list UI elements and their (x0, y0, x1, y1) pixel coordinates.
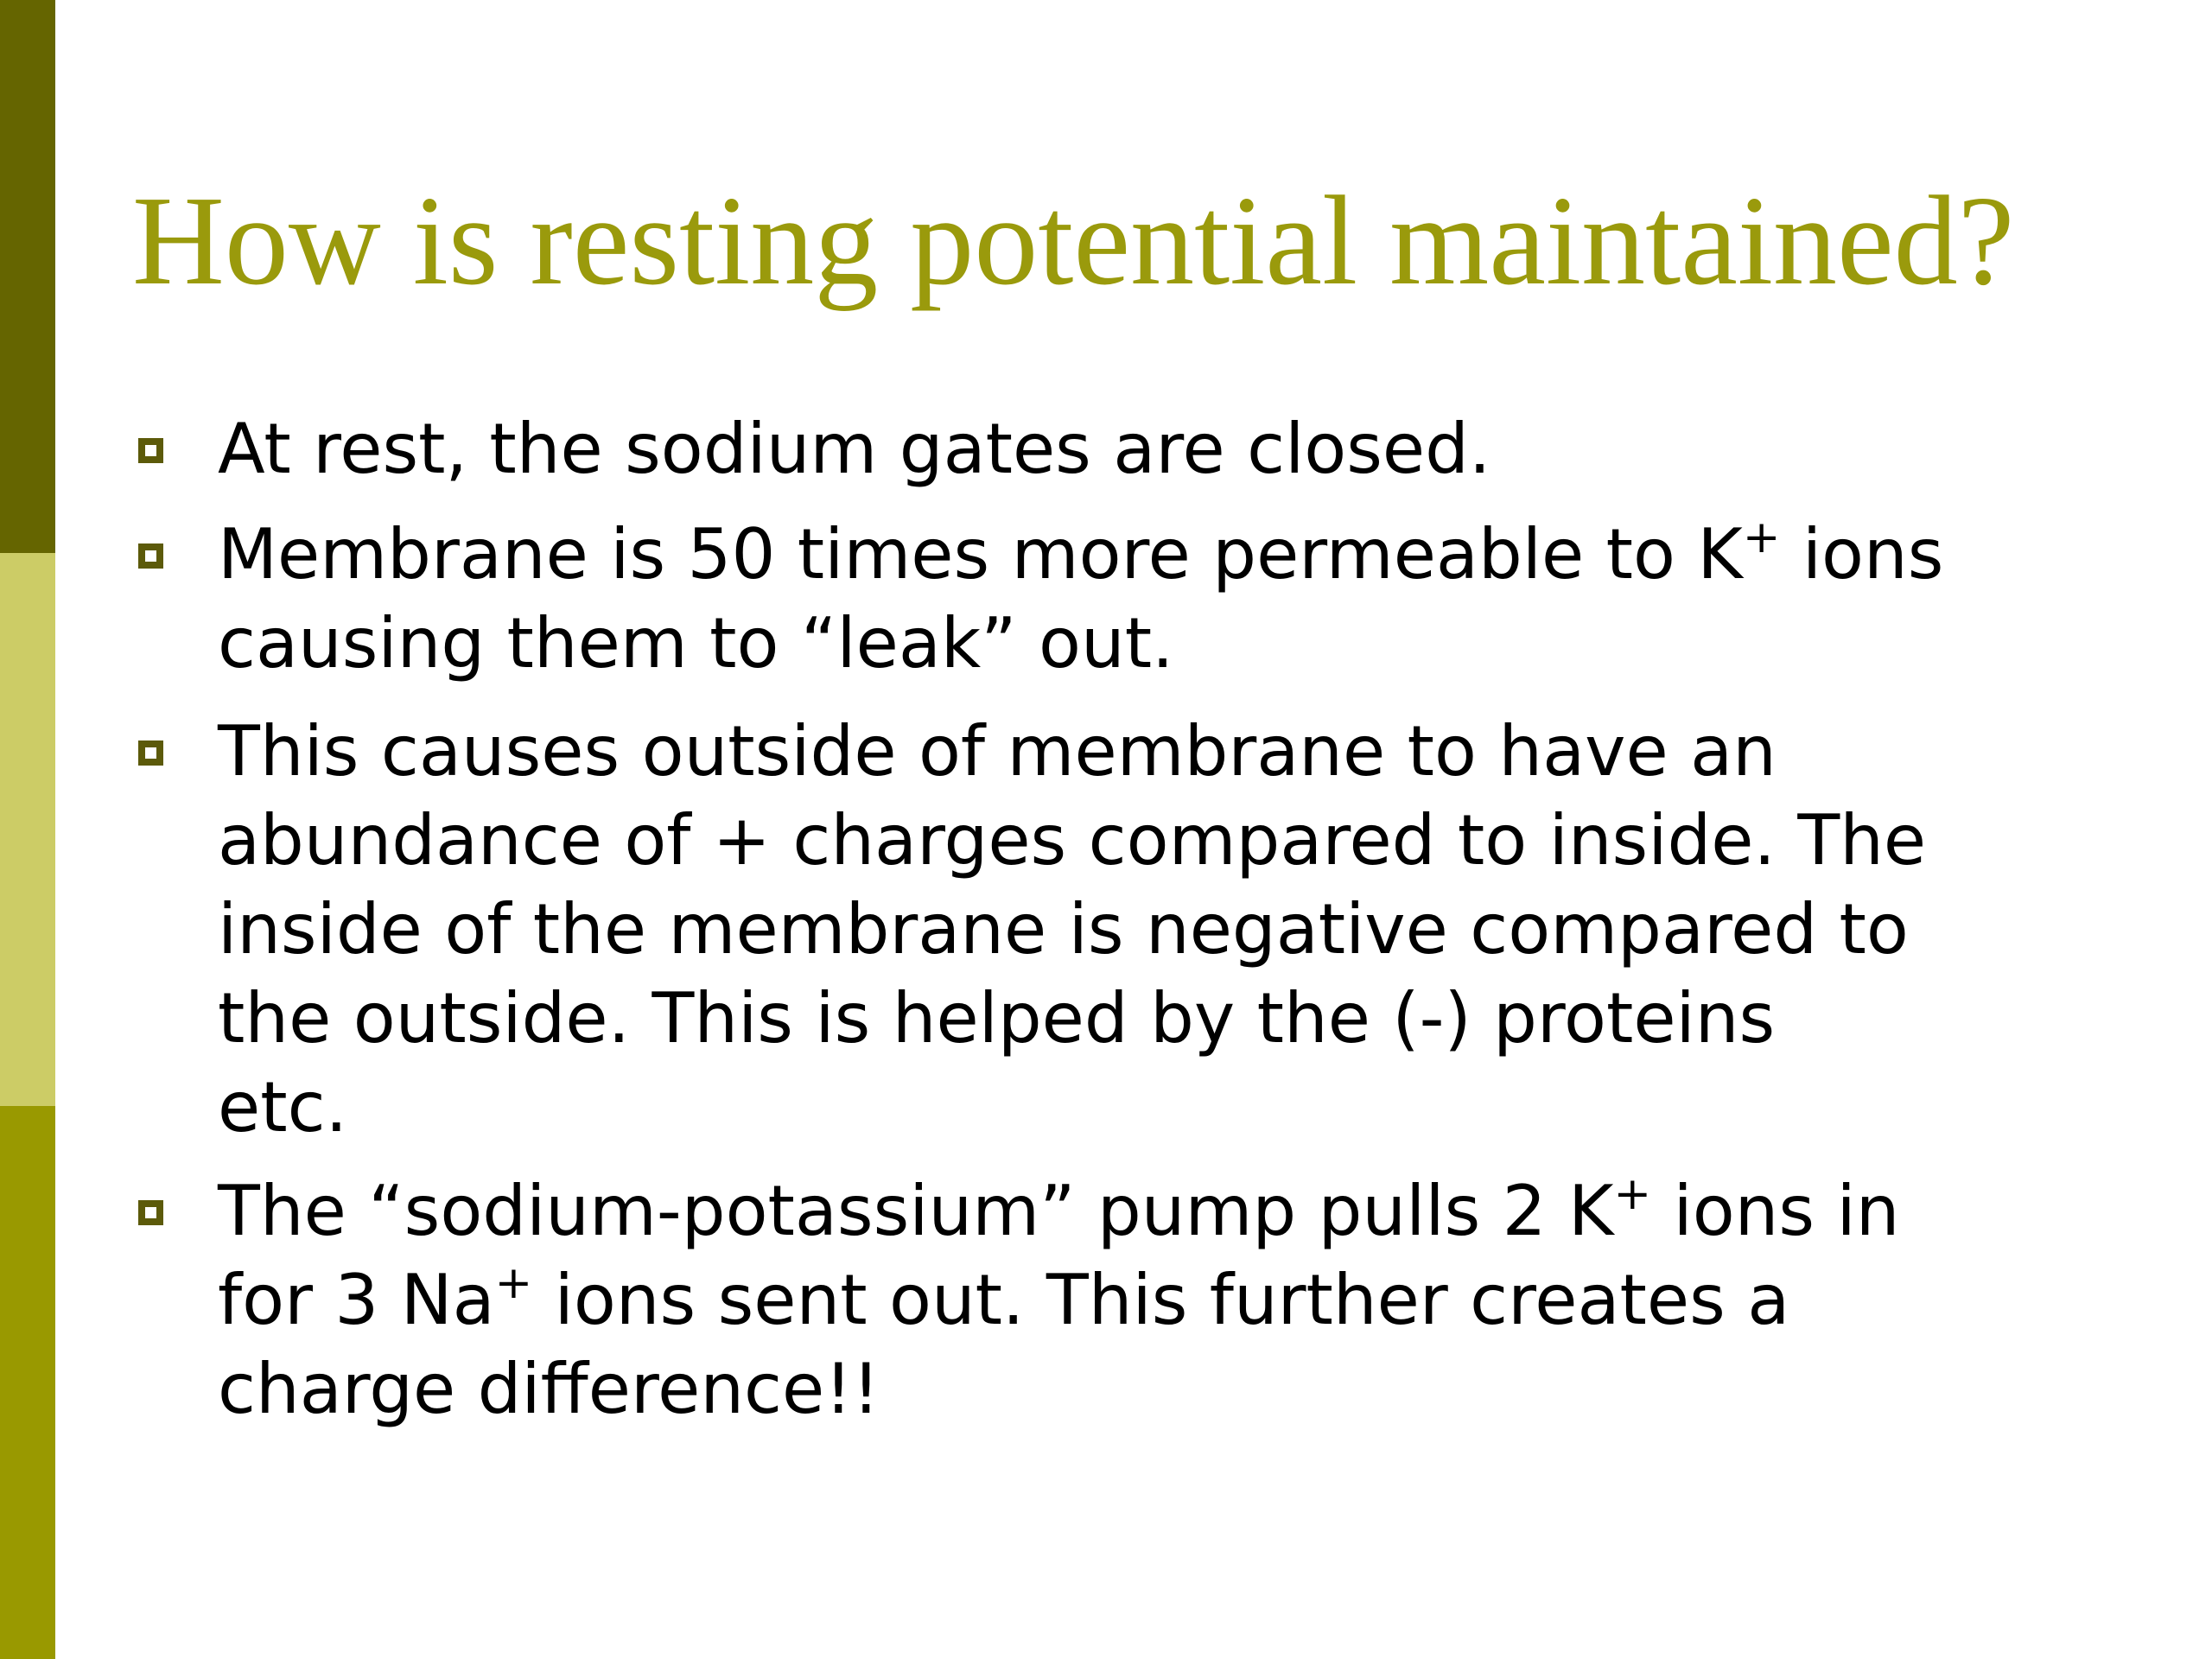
text-run: for 3 Na (218, 1260, 495, 1340)
superscript: + (1613, 1168, 1652, 1220)
square-bullet-icon (138, 438, 163, 463)
bullet-line: inside of the membrane is negative compared to (218, 889, 1909, 969)
bullet-text (218, 707, 2119, 1152)
bullet-line (218, 1255, 2119, 1344)
bullet-line: At rest, the sodium gates are closed. (218, 409, 1491, 489)
side-bar-middle (0, 553, 55, 1106)
bullet-text (218, 404, 2119, 493)
bullet-line: etc. (218, 1067, 347, 1147)
bullet-line: This causes outside of membrane to have an (218, 711, 1777, 791)
bullet-line: abundance of + charges compared to inside. The (218, 800, 1927, 880)
text-run: The “sodium-potassium” pump pulls 2 K (218, 1171, 1614, 1251)
text-run: ions sent out. This further creates a (532, 1260, 1790, 1340)
slide-title: How is resting potential maintained? (132, 170, 2015, 312)
superscript: + (1742, 512, 1781, 563)
bullet-line (218, 1166, 2119, 1255)
square-bullet-icon (138, 1200, 163, 1225)
text-run: Membrane is 50 times more permeable to K (218, 514, 1743, 594)
text-run: ions (1780, 514, 1944, 594)
bullet-line: causing them to “leak” out. (218, 603, 1174, 683)
side-bar-top (0, 0, 55, 553)
square-bullet-icon (138, 741, 163, 766)
bullet-text (218, 510, 2119, 688)
bullet-text (218, 1166, 2119, 1433)
square-bullet-icon (138, 543, 163, 569)
bullet-line: charge difference!! (218, 1349, 880, 1429)
bullet-line (218, 510, 2119, 599)
side-bar-bottom (0, 1106, 55, 1659)
text-run: ions in (1651, 1171, 1900, 1251)
superscript: + (494, 1257, 533, 1309)
bullet-line: the outside. This is helped by the (-) proteins (218, 978, 1776, 1058)
